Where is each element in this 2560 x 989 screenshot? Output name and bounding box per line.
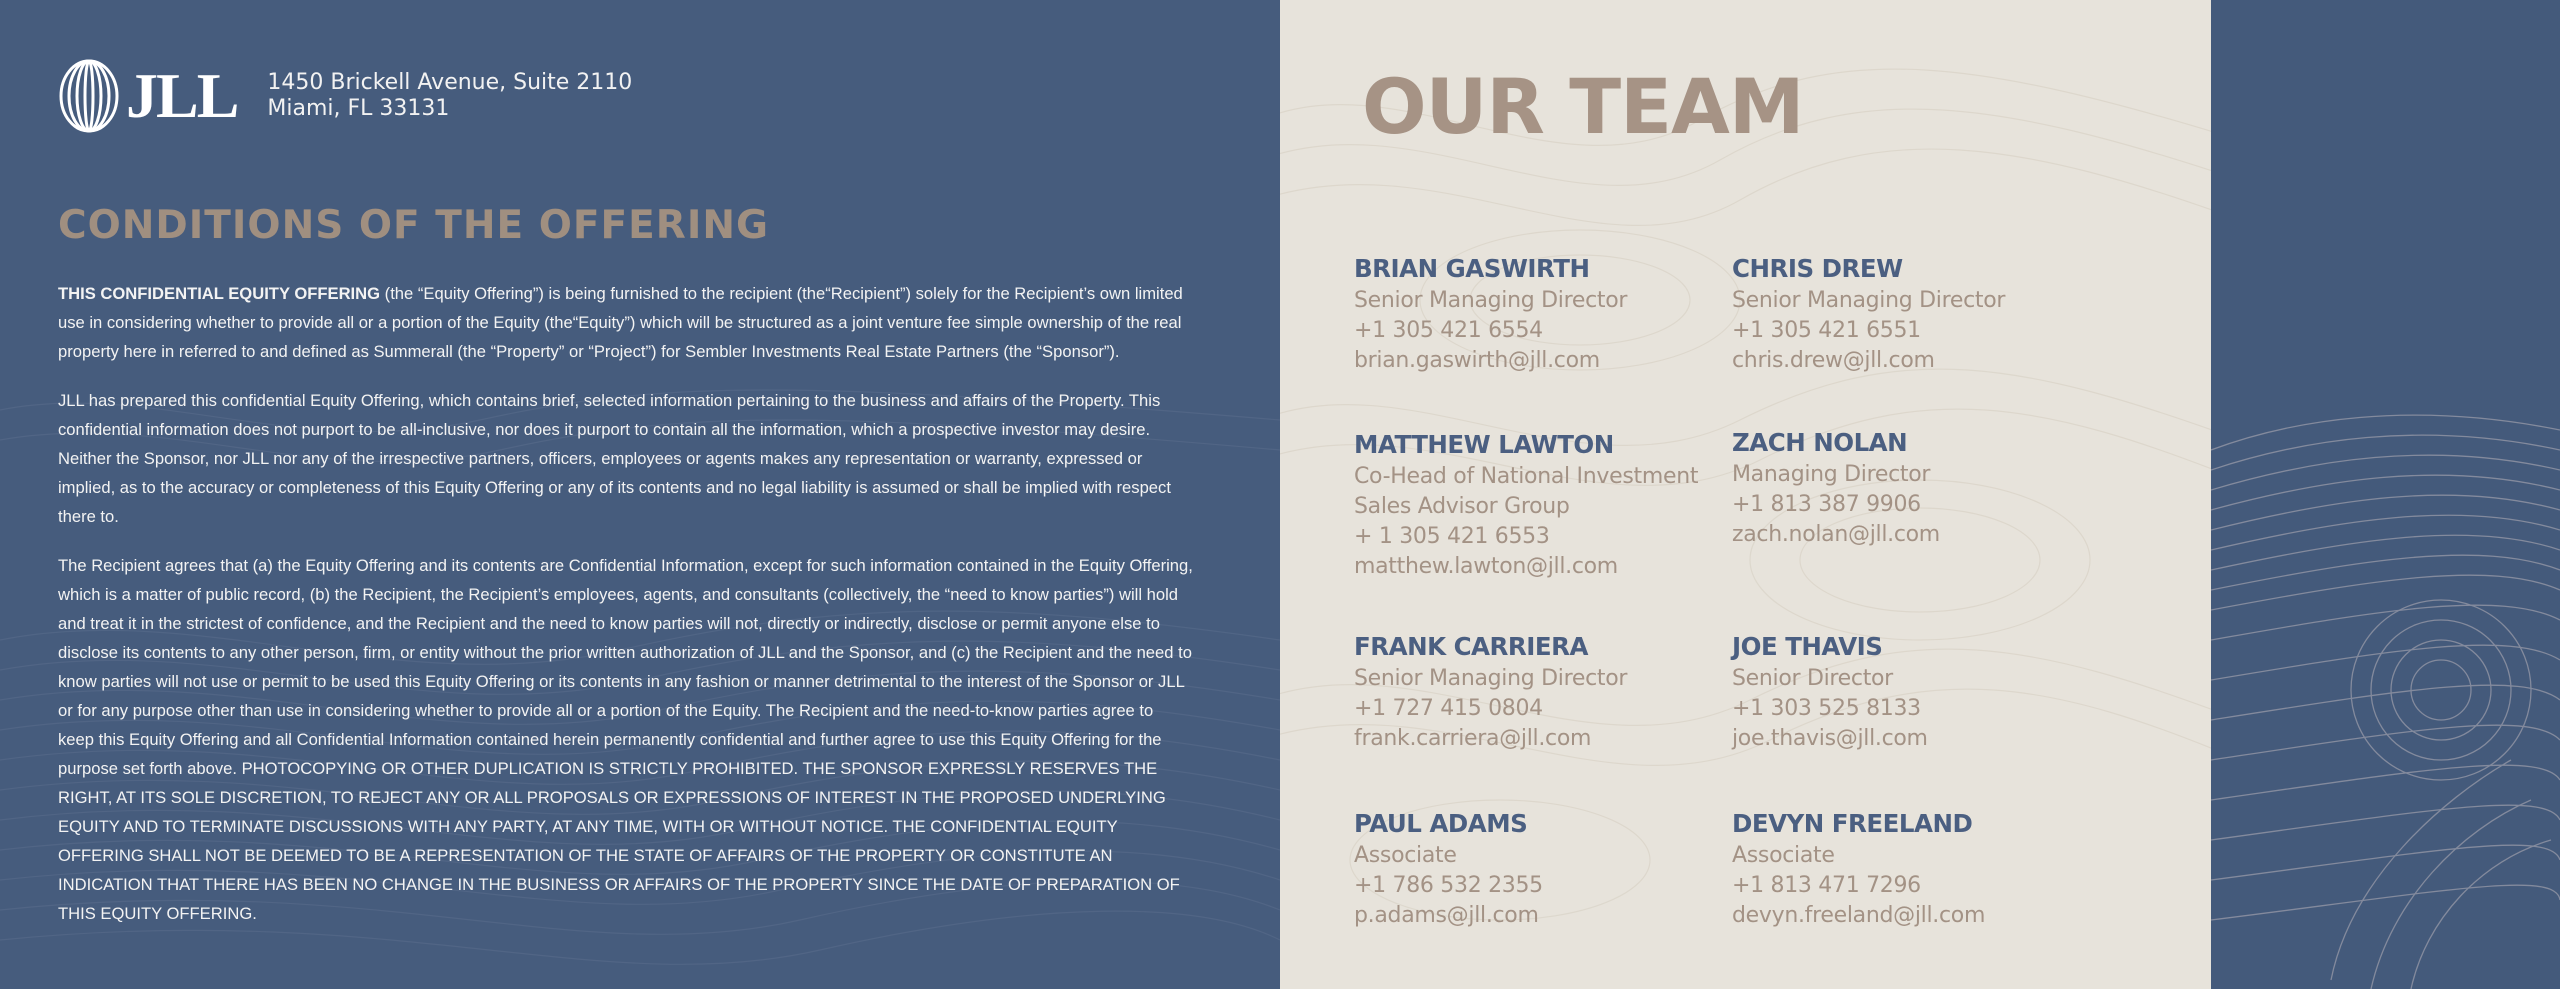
member-name: ZACH NOLAN (1732, 428, 1908, 457)
decorative-wave-panel (2211, 0, 2560, 989)
member-email[interactable]: brian.gaswirth@jll.com (1354, 348, 1600, 373)
member-phone: +1 305 421 6554 (1354, 318, 1543, 343)
member-title: Associate (1354, 843, 1457, 868)
member-email[interactable]: chris.drew@jll.com (1732, 348, 1935, 373)
member-phone: +1 813 471 7296 (1732, 873, 1921, 898)
member-title: Senior Managing Director (1354, 288, 1628, 313)
member-email[interactable]: matthew.lawton@jll.com (1354, 554, 1618, 579)
member-phone: +1 303 525 8133 (1732, 696, 1921, 721)
team-member-card (1354, 630, 1724, 754)
team-member-card (1354, 807, 1724, 931)
member-phone: +1 813 387 9906 (1732, 492, 1921, 517)
team-member-card (1732, 426, 2102, 550)
member-email[interactable]: zach.nolan@jll.com (1732, 522, 1940, 547)
conditions-body (58, 279, 1193, 948)
conditions-paragraph-1 (58, 279, 1193, 366)
member-email[interactable]: frank.carriera@jll.com (1354, 726, 1592, 751)
address-line-2: Miami, FL 33131 (267, 96, 450, 121)
team-member-card (1732, 252, 2102, 376)
conditions-p1-text: (the “Equity Offering”) is being furnished to the recipient (the“Recipient”) solely for the Recipient’s own limited use in considering whether to provide all or a portion of the Equity (the“Equity”) which will be structured as a joint venture fee simple ownership of the real property here in referred to and defined as Summerall (the “Property” or “Project”) for Sembler Investments Real Estate Partners (the “Sponsor”). (58, 284, 1183, 361)
member-name: FRANK CARRIERA (1354, 632, 1588, 661)
office-address (267, 70, 632, 122)
conditions-paragraph-3: The Recipient agrees that (a) the Equity Offering and its contents are Confidential Information, except for such information contained in the Equity Offering, which is a matter of public record, (b) the Recipient, the Recipient’s employees, agents, and consultants (collectively, the “need to know parties”) will hold and treat it in the strictest of confidence, and the Recipient and the need to know parties will not, directly or indirectly, disclose or permit anyone else to disclose its contents to any other person, firm, or entity without the prior written authorization of JLL and the Sponsor, and (c) the Recipient and the need to know parties will not use or permit to be used this Equity Offering or its contents in any fashion or manner detrimental to the interest of the Sponsor or JLL or for any purpose other than use in considering whether to provide all or a portion of the Equity. The Recipient and the need-to-know parties agree to keep this Equity Offering and all Confidential Information contained herein permanently confidential and further agree to use this Equity Offering for the purpose set forth above. PHOTOCOPYING OR OTHER DUPLICATION IS STRICTLY PROHIBITED. THE SPONSOR EXPRESSLY RESERVES THE RIGHT, AT ITS SOLE DISCRETION, TO REJECT ANY OR ALL PROPOSALS OR EXPRESSIONS OF INTEREST IN THE PROPOSED UNDERLYING EQUITY AND TO TERMINATE DISCUSSIONS WITH ANY PARTY, AT ANY TIME, WITH OR WITHOUT NOTICE. THE CONFIDENTIAL EQUITY OFFERING SHALL NOT BE DEEMED TO BE A REPRESENTATION OF THE STATE OF AFFAIRS OF THE PROPERTY OR CONSTITUTE AN INDICATION THAT THERE HAS BEEN NO CHANGE IN THE BUSINESS OR AFFAIRS OF THE PROPERTY SINCE THE DATE OF PREPARATION OF THIS EQUITY OFFERING. (58, 556, 1193, 923)
jll-rings-icon (58, 58, 120, 134)
member-phone: +1 305 421 6551 (1732, 318, 1921, 343)
team-member-card (1354, 252, 1724, 376)
team-member-card (1732, 630, 2102, 754)
member-title: Managing Director (1732, 462, 1931, 487)
team-member-card (1732, 807, 2102, 931)
conditions-lead: THIS CONFIDENTIAL EQUITY OFFERING (58, 284, 381, 303)
member-name: BRIAN GASWIRTH (1354, 254, 1590, 283)
member-email[interactable]: devyn.freeland@jll.com (1732, 903, 1986, 928)
member-name: CHRIS DREW (1732, 254, 1903, 283)
member-phone: +1 727 415 0804 (1354, 696, 1543, 721)
member-title-continued: Sales Advisor Group (1354, 494, 1570, 519)
member-name: PAUL ADAMS (1354, 809, 1528, 838)
team-panel (1280, 0, 2211, 989)
member-title: Senior Managing Director (1732, 288, 2006, 313)
member-name: DEVYN FREELAND (1732, 809, 1973, 838)
conditions-paragraph-2: JLL has prepared this confidential Equity Offering, which contains brief, selected information pertaining to the business and affairs of the Property. This confidential information does not purport to be all-inclusive, nor does it purport to contain all the information, which a prospective investor may desire. Neither the Sponsor, nor JLL nor any of the irrespective partners, officers, employees or agents makes any representation or warranty, expressed or implied, as to the accuracy or completeness of this Equity Offering or any of its contents and no legal liability is assumed or shall be implied with respect there to. (58, 391, 1171, 526)
team-member-card (1354, 428, 1724, 582)
member-phone: +1 786 532 2355 (1354, 873, 1543, 898)
member-phone: + 1 305 421 6553 (1354, 524, 1550, 549)
member-title: Senior Managing Director (1354, 666, 1628, 691)
team-title: OUR TEAM (1362, 62, 1804, 151)
conditions-title: CONDITIONS OF THE OFFERING (58, 203, 769, 248)
wave-swirl-graphic (2211, 0, 2560, 989)
member-email[interactable]: p.adams@jll.com (1354, 903, 1539, 928)
member-name: JOE THAVIS (1732, 632, 1883, 661)
address-line-1: 1450 Brickell Avenue, Suite 2110 (267, 70, 633, 95)
brand-wordmark: JLL (126, 60, 238, 131)
brand-header (58, 58, 632, 134)
member-title: Senior Director (1732, 666, 1893, 691)
member-name: MATTHEW LAWTON (1354, 430, 1614, 459)
member-email[interactable]: joe.thavis@jll.com (1732, 726, 1928, 751)
member-title: Associate (1732, 843, 1835, 868)
member-title: Co-Head of National Investment (1354, 464, 1699, 489)
jll-logo (58, 58, 237, 134)
